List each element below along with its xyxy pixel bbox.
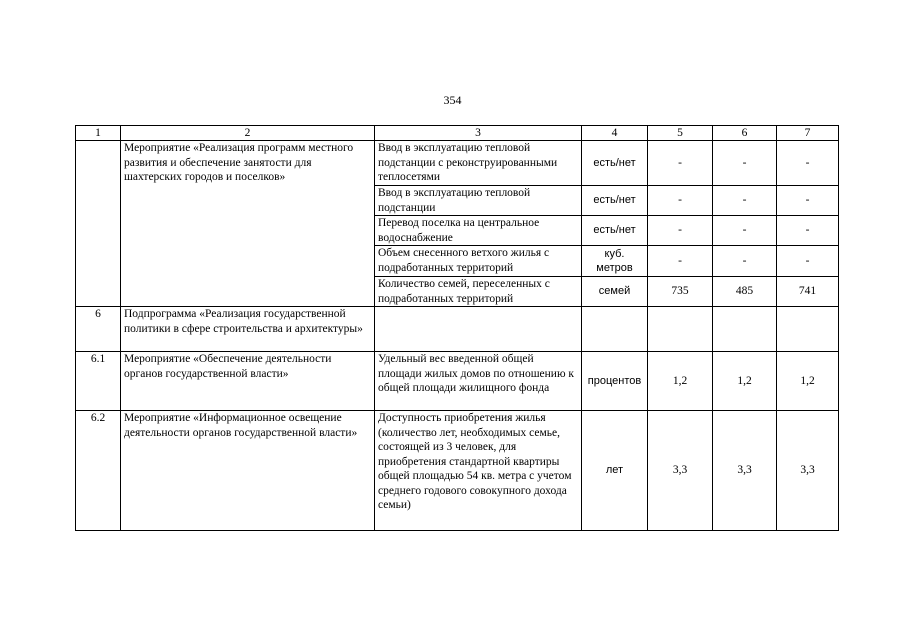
column-header: 1 [76,126,121,141]
table-row [76,352,839,411]
value-cell: 3,3 [713,411,777,531]
indicator-cell: Удельный вес введенной общей площади жилых домов по отношению к общей площади жилищного фонда [375,352,582,411]
value-cell: - [777,141,839,186]
table-row [76,141,839,186]
unit-cell [582,307,648,352]
value-cell [713,307,777,352]
value-cell: - [648,246,713,277]
value-cell: - [777,216,839,246]
indicator-cell: Перевод поселка на центральное водоснабжение [375,216,582,246]
indicator-cell: Количество семей, переселенных с подработанных территорий [375,277,582,307]
value-cell: - [713,141,777,186]
value-cell [648,307,713,352]
value-cell: - [777,246,839,277]
value-cell: - [713,216,777,246]
value-cell: 1,2 [648,352,713,411]
value-cell: 1,2 [713,352,777,411]
unit-cell: куб. метров [582,246,648,277]
measure-cell: Мероприятие «Обеспечение деятельности органов государственной власти» [121,352,375,411]
value-cell: 485 [713,277,777,307]
value-cell: 3,3 [777,411,839,531]
column-header: 6 [713,126,777,141]
indicator-cell: Ввод в эксплуатацию тепловой подстанции [375,186,582,216]
column-header: 3 [375,126,582,141]
measure-cell: Мероприятие «Информационное освещение деятельности органов государственной власти» [121,411,375,531]
unit-cell: процентов [582,352,648,411]
value-cell: 735 [648,277,713,307]
unit-cell: есть/нет [582,186,648,216]
unit-cell: есть/нет [582,216,648,246]
indicator-cell: Ввод в эксплуатацию тепловой подстанции с реконструированными теплосетями [375,141,582,186]
indicator-cell: Доступность приобретения жилья (количество лет, необходимых семье, состоящей из 3 человек, для приобретения стандартной квартиры общей площадью 54 кв. метра с учетом среднего годового совокупного дохода семьи) [375,411,582,531]
measure-cell: Мероприятие «Реализация программ местного развития и обеспечение занятости для шахтерских городов и поселков» [121,141,375,307]
page-number: 354 [443,93,462,107]
value-cell: 741 [777,277,839,307]
column-header: 2 [121,126,375,141]
value-cell: 1,2 [777,352,839,411]
table-header-row [76,126,839,141]
unit-cell: семей [582,277,648,307]
value-cell: - [713,246,777,277]
value-cell: - [713,186,777,216]
value-cell [777,307,839,352]
unit-cell: лет [582,411,648,531]
indicators-table [75,125,839,531]
row-number: 6.2 [76,411,121,531]
value-cell: - [648,216,713,246]
row-number: 6.1 [76,352,121,411]
value-cell: - [777,186,839,216]
indicator-cell [375,307,582,352]
value-cell: - [648,186,713,216]
table-row [76,411,839,531]
row-number [76,141,121,307]
measure-cell: Подпрограмма «Реализация государственной политики в сфере строительства и архитектуры» [121,307,375,352]
column-header: 4 [582,126,648,141]
table-row [76,307,839,352]
value-cell: - [648,141,713,186]
unit-cell: есть/нет [582,141,648,186]
column-header: 7 [777,126,839,141]
row-number: 6 [76,307,121,352]
column-header: 5 [648,126,713,141]
indicator-cell: Объем снесенного ветхого жилья с подработанных территорий [375,246,582,277]
value-cell: 3,3 [648,411,713,531]
